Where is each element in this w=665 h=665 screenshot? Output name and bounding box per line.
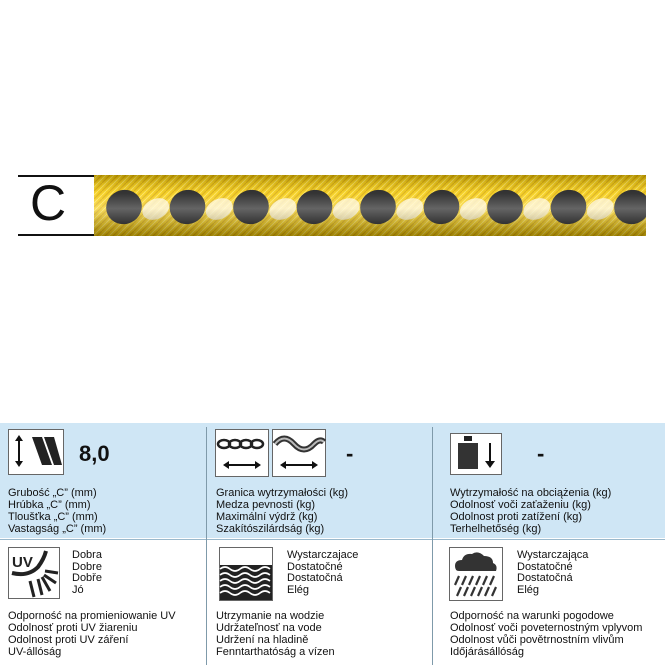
profile-letter: C <box>30 175 67 231</box>
label-line: Maximální výdrž (kg) <box>216 511 318 523</box>
label-line: Odolnosť voči zaťaženiu (kg) <box>450 499 591 511</box>
breaking-value: - <box>346 441 354 466</box>
load-value: - <box>537 441 545 466</box>
thickness-value: 8,0 <box>79 441 110 466</box>
label-line: Grubość „C” (mm) <box>8 487 97 499</box>
water-waves-icon <box>219 547 273 601</box>
weather-ratings <box>517 550 588 596</box>
uv-ratings <box>72 550 102 596</box>
column-divider <box>206 427 207 665</box>
rating-line: Elég <box>287 583 310 596</box>
weight-icon <box>450 433 502 475</box>
breaking-labels <box>216 487 348 535</box>
rating-line: Dostatočné <box>287 560 343 573</box>
label-line: Hrúbka „C” (mm) <box>8 499 91 511</box>
rating-line: Dobře <box>72 572 102 584</box>
rating-line: Elég <box>517 583 540 596</box>
rope-illustration <box>0 160 665 240</box>
label-line: Odolnosť voči poveternostným vplyvom <box>450 622 643 634</box>
rating-line: Wystarczajace <box>287 549 359 561</box>
thickness-icon <box>8 429 64 475</box>
rating-line: Dostatočná <box>287 572 343 584</box>
water-ratings <box>287 550 358 596</box>
label-line: Odolnost proti UV záření <box>8 634 129 646</box>
label-line: Odolnost vůči povětrnostním vlivům <box>450 634 624 646</box>
label-line: Odolnosť proti UV žiareniu <box>8 622 138 634</box>
rope-stretch-icon <box>272 429 326 477</box>
rating-line: Dobre <box>72 560 102 573</box>
label-line: Odolnost proti zatížení (kg) <box>450 511 583 523</box>
spec-panel <box>0 423 665 665</box>
label-line: Terhelhetőség (kg) <box>450 523 542 535</box>
label-line: Vastagság „C” (mm) <box>8 523 107 535</box>
label-line: Wytrzymałość na obciążenia (kg) <box>450 487 612 499</box>
load-labels <box>450 487 611 535</box>
rating-line: Dobra <box>72 549 102 561</box>
uv-icon-text: UV <box>12 554 33 571</box>
label-line: Udržateľnosť na vode <box>216 622 322 634</box>
rating-line: Wystarczająca <box>517 549 589 561</box>
chain-stretch-icon <box>215 429 269 477</box>
label-line: Udržení na hladině <box>216 634 309 646</box>
label-line: Granica wytrzymałości (kg) <box>216 487 349 499</box>
rating-line: Jó <box>72 583 84 596</box>
label-line: Utrzymanie na wodzie <box>216 610 325 622</box>
rope-image <box>94 175 646 236</box>
uv-sun-icon <box>8 547 60 599</box>
weather-labels <box>450 610 642 658</box>
rating-line: Dostatočná <box>517 572 573 584</box>
rating-line: Dostatočné <box>517 560 573 573</box>
rain-cloud-icon <box>449 547 503 601</box>
row-divider <box>0 539 665 540</box>
label-line: Medza pevnosti (kg) <box>216 499 316 511</box>
thickness-labels <box>8 487 106 535</box>
column-divider <box>432 427 433 665</box>
label-line: Fenntarthatóság a vízen <box>216 646 335 658</box>
label-line: Tloušťka „C” (mm) <box>8 511 98 523</box>
label-line: UV-állóság <box>8 646 62 658</box>
water-labels <box>216 610 335 658</box>
uv-labels <box>8 610 176 658</box>
label-line: Odporność na warunki pogodowe <box>450 610 614 622</box>
label-line: Időjárásállóság <box>450 646 524 658</box>
label-line: Odporność na promieniowanie UV <box>8 610 176 622</box>
label-line: Szakítószilárdság (kg) <box>216 523 325 535</box>
